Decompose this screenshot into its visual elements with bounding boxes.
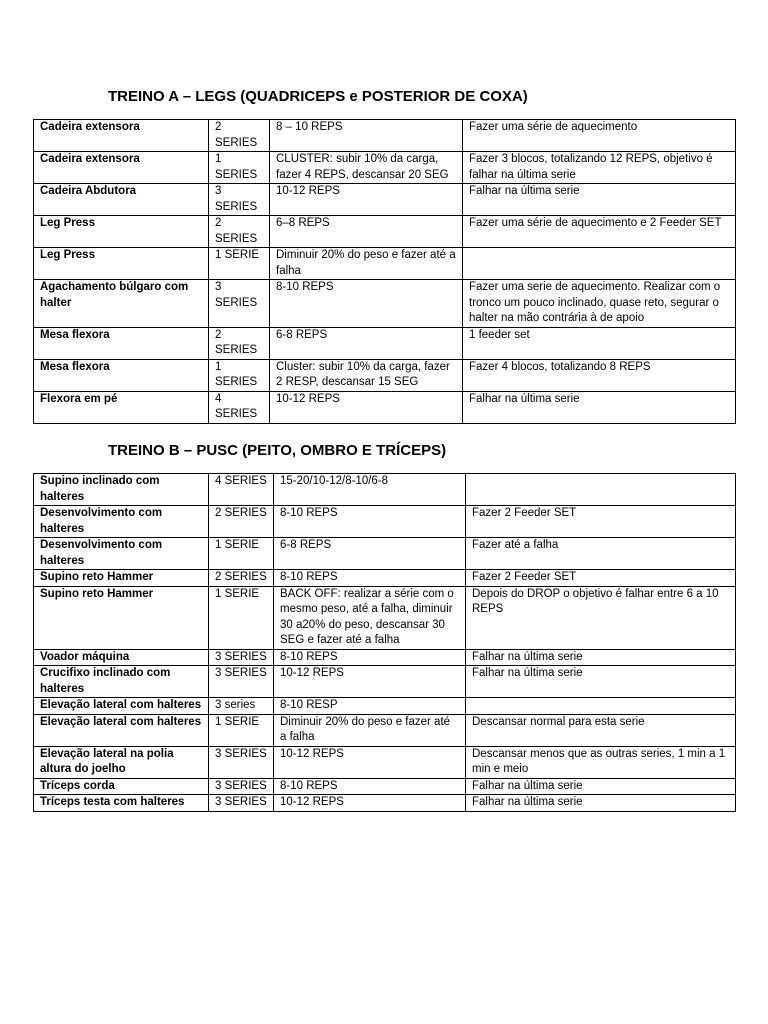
- table-row: [34, 506, 736, 538]
- sets-cell: 1 SERIE: [209, 248, 270, 280]
- reps-cell: 15-20/10-12/8-10/6-8: [274, 474, 466, 506]
- table-row: [34, 714, 736, 746]
- reps-cell: CLUSTER: subir 10% da carga, fazer 4 REPS, descansar 20 SEG: [270, 152, 463, 184]
- treino-b-title: TREINO B – PUSC (PEITO, OMBRO E TRÍCEPS): [108, 442, 447, 459]
- exercise-cell: Agachamento búlgaro com halter: [34, 280, 209, 328]
- exercise-cell: Desenvolvimento com halteres: [34, 538, 209, 570]
- sets-cell: 3 series: [209, 698, 274, 715]
- sets-cell: 3 SERIES: [209, 778, 274, 795]
- sets-cell: 1 SERIES: [209, 152, 270, 184]
- sets-cell: 2 SERIES: [209, 216, 270, 248]
- reps-cell: Diminuir 20% do peso e fazer até a falha: [274, 714, 466, 746]
- exercise-cell: Tríceps testa com halteres: [34, 795, 209, 812]
- notes-cell: Depois do DROP o objetivo é falhar entre 6 a 10 REPS: [466, 586, 736, 649]
- table-row: [34, 795, 736, 812]
- sets-cell: 4 SERIES: [209, 474, 274, 506]
- sets-cell: 2 SERIES: [209, 327, 270, 359]
- notes-cell: Fazer uma serie de aquecimento. Realizar com o tronco um pouco inclinado, quase reto, segurar o halter na mão contrária à de apoio: [463, 280, 736, 328]
- reps-cell: 6–8 REPS: [270, 216, 463, 248]
- exercise-cell: Flexora em pé: [34, 391, 209, 423]
- exercise-cell: Elevação lateral com halteres: [34, 714, 209, 746]
- notes-cell: 1 feeder set: [463, 327, 736, 359]
- reps-cell: 8-10 RESP: [274, 698, 466, 715]
- exercise-cell: Desenvolvimento com halteres: [34, 506, 209, 538]
- reps-cell: 10-12 REPS: [270, 184, 463, 216]
- notes-cell: [463, 248, 736, 280]
- table-row: [34, 152, 736, 184]
- exercise-cell: Elevação lateral na polia altura do joelho: [34, 746, 209, 778]
- exercise-cell: Supino reto Hammer: [34, 586, 209, 649]
- sets-cell: 3 SERIES: [209, 280, 270, 328]
- reps-cell: Diminuir 20% do peso e fazer até a falha: [270, 248, 463, 280]
- table-row: [34, 666, 736, 698]
- reps-cell: BACK OFF: realizar a série com o mesmo peso, até a falha, diminuir 30 a20% do peso, descansar 30 SEG e fazer até a falha: [274, 586, 466, 649]
- notes-cell: Fazer 2 Feeder SET: [466, 570, 736, 587]
- reps-cell: Cluster: subir 10% da carga, fazer 2 RESP, descansar 15 SEG: [270, 359, 463, 391]
- reps-cell: 10-12 REPS: [274, 795, 466, 812]
- sets-cell: 1 SERIES: [209, 359, 270, 391]
- table-row: [34, 184, 736, 216]
- notes-cell: Descansar menos que as outras series, 1 min a 1 min e meio: [466, 746, 736, 778]
- exercise-cell: Supino reto Hammer: [34, 570, 209, 587]
- notes-cell: Fazer 2 Feeder SET: [466, 506, 736, 538]
- reps-cell: 8-10 REPS: [274, 506, 466, 538]
- treino-b-table: [33, 473, 736, 812]
- exercise-cell: Leg Press: [34, 216, 209, 248]
- notes-cell: Fazer uma série de aquecimento e 2 Feeder SET: [463, 216, 736, 248]
- table-row: [34, 248, 736, 280]
- reps-cell: 6-8 REPS: [274, 538, 466, 570]
- notes-cell: Falhar na última serie: [466, 795, 736, 812]
- notes-cell: Fazer uma série de aquecimento: [463, 120, 736, 152]
- sets-cell: 4 SERIES: [209, 391, 270, 423]
- table-row: [34, 586, 736, 649]
- table-row: [34, 746, 736, 778]
- table-row: [34, 120, 736, 152]
- table-row: [34, 474, 736, 506]
- treino-a-title: TREINO A – LEGS (QUADRICEPS e POSTERIOR DE COXA): [108, 88, 528, 105]
- reps-cell: 8-10 REPS: [274, 649, 466, 666]
- notes-cell: Descansar normal para esta serie: [466, 714, 736, 746]
- exercise-cell: Cadeira Abdutora: [34, 184, 209, 216]
- notes-cell: Fazer 4 blocos, totalizando 8 REPS: [463, 359, 736, 391]
- notes-cell: Falhar na última serie: [463, 184, 736, 216]
- exercise-cell: Cadeira extensora: [34, 120, 209, 152]
- sets-cell: 3 SERIES: [209, 746, 274, 778]
- table-row: [34, 649, 736, 666]
- notes-cell: Falhar na última serie: [466, 778, 736, 795]
- sets-cell: 1 SERIE: [209, 538, 274, 570]
- treino-a-table: [33, 119, 736, 424]
- exercise-cell: Leg Press: [34, 248, 209, 280]
- reps-cell: 8-10 REPS: [274, 778, 466, 795]
- sets-cell: 2 SERIES: [209, 120, 270, 152]
- exercise-cell: Mesa flexora: [34, 359, 209, 391]
- reps-cell: 8-10 REPS: [270, 280, 463, 328]
- table-row: [34, 778, 736, 795]
- exercise-cell: Supino inclinado com halteres: [34, 474, 209, 506]
- sets-cell: 3 SERIES: [209, 649, 274, 666]
- notes-cell: Falhar na última serie: [463, 391, 736, 423]
- reps-cell: 8 – 10 REPS: [270, 120, 463, 152]
- sets-cell: 3 SERIES: [209, 184, 270, 216]
- sets-cell: 1 SERIE: [209, 714, 274, 746]
- exercise-cell: Mesa flexora: [34, 327, 209, 359]
- exercise-cell: Voador máquina: [34, 649, 209, 666]
- exercise-cell: Cadeira extensora: [34, 152, 209, 184]
- table-row: [34, 359, 736, 391]
- notes-cell: Fazer 3 blocos, totalizando 12 REPS, objetivo é falhar na última serie: [463, 152, 736, 184]
- table-row: [34, 570, 736, 587]
- sets-cell: 2 SERIES: [209, 570, 274, 587]
- notes-cell: [466, 698, 736, 715]
- reps-cell: 10-12 REPS: [274, 666, 466, 698]
- table-row: [34, 698, 736, 715]
- sets-cell: 1 SERIE: [209, 586, 274, 649]
- reps-cell: 6-8 REPS: [270, 327, 463, 359]
- table-row: [34, 327, 736, 359]
- notes-cell: Falhar na última serie: [466, 649, 736, 666]
- exercise-cell: Tríceps corda: [34, 778, 209, 795]
- sets-cell: 2 SERIES: [209, 506, 274, 538]
- notes-cell: Falhar na última serie: [466, 666, 736, 698]
- exercise-cell: Elevação lateral com halteres: [34, 698, 209, 715]
- exercise-cell: Crucifixo inclinado com halteres: [34, 666, 209, 698]
- reps-cell: 8-10 REPS: [274, 570, 466, 587]
- sets-cell: 3 SERIES: [209, 666, 274, 698]
- sets-cell: 3 SERIES: [209, 795, 274, 812]
- notes-cell: [466, 474, 736, 506]
- table-row: [34, 280, 736, 328]
- table-row: [34, 216, 736, 248]
- table-row: [34, 538, 736, 570]
- reps-cell: 10-12 REPS: [270, 391, 463, 423]
- reps-cell: 10-12 REPS: [274, 746, 466, 778]
- table-row: [34, 391, 736, 423]
- notes-cell: Fazer até a falha: [466, 538, 736, 570]
